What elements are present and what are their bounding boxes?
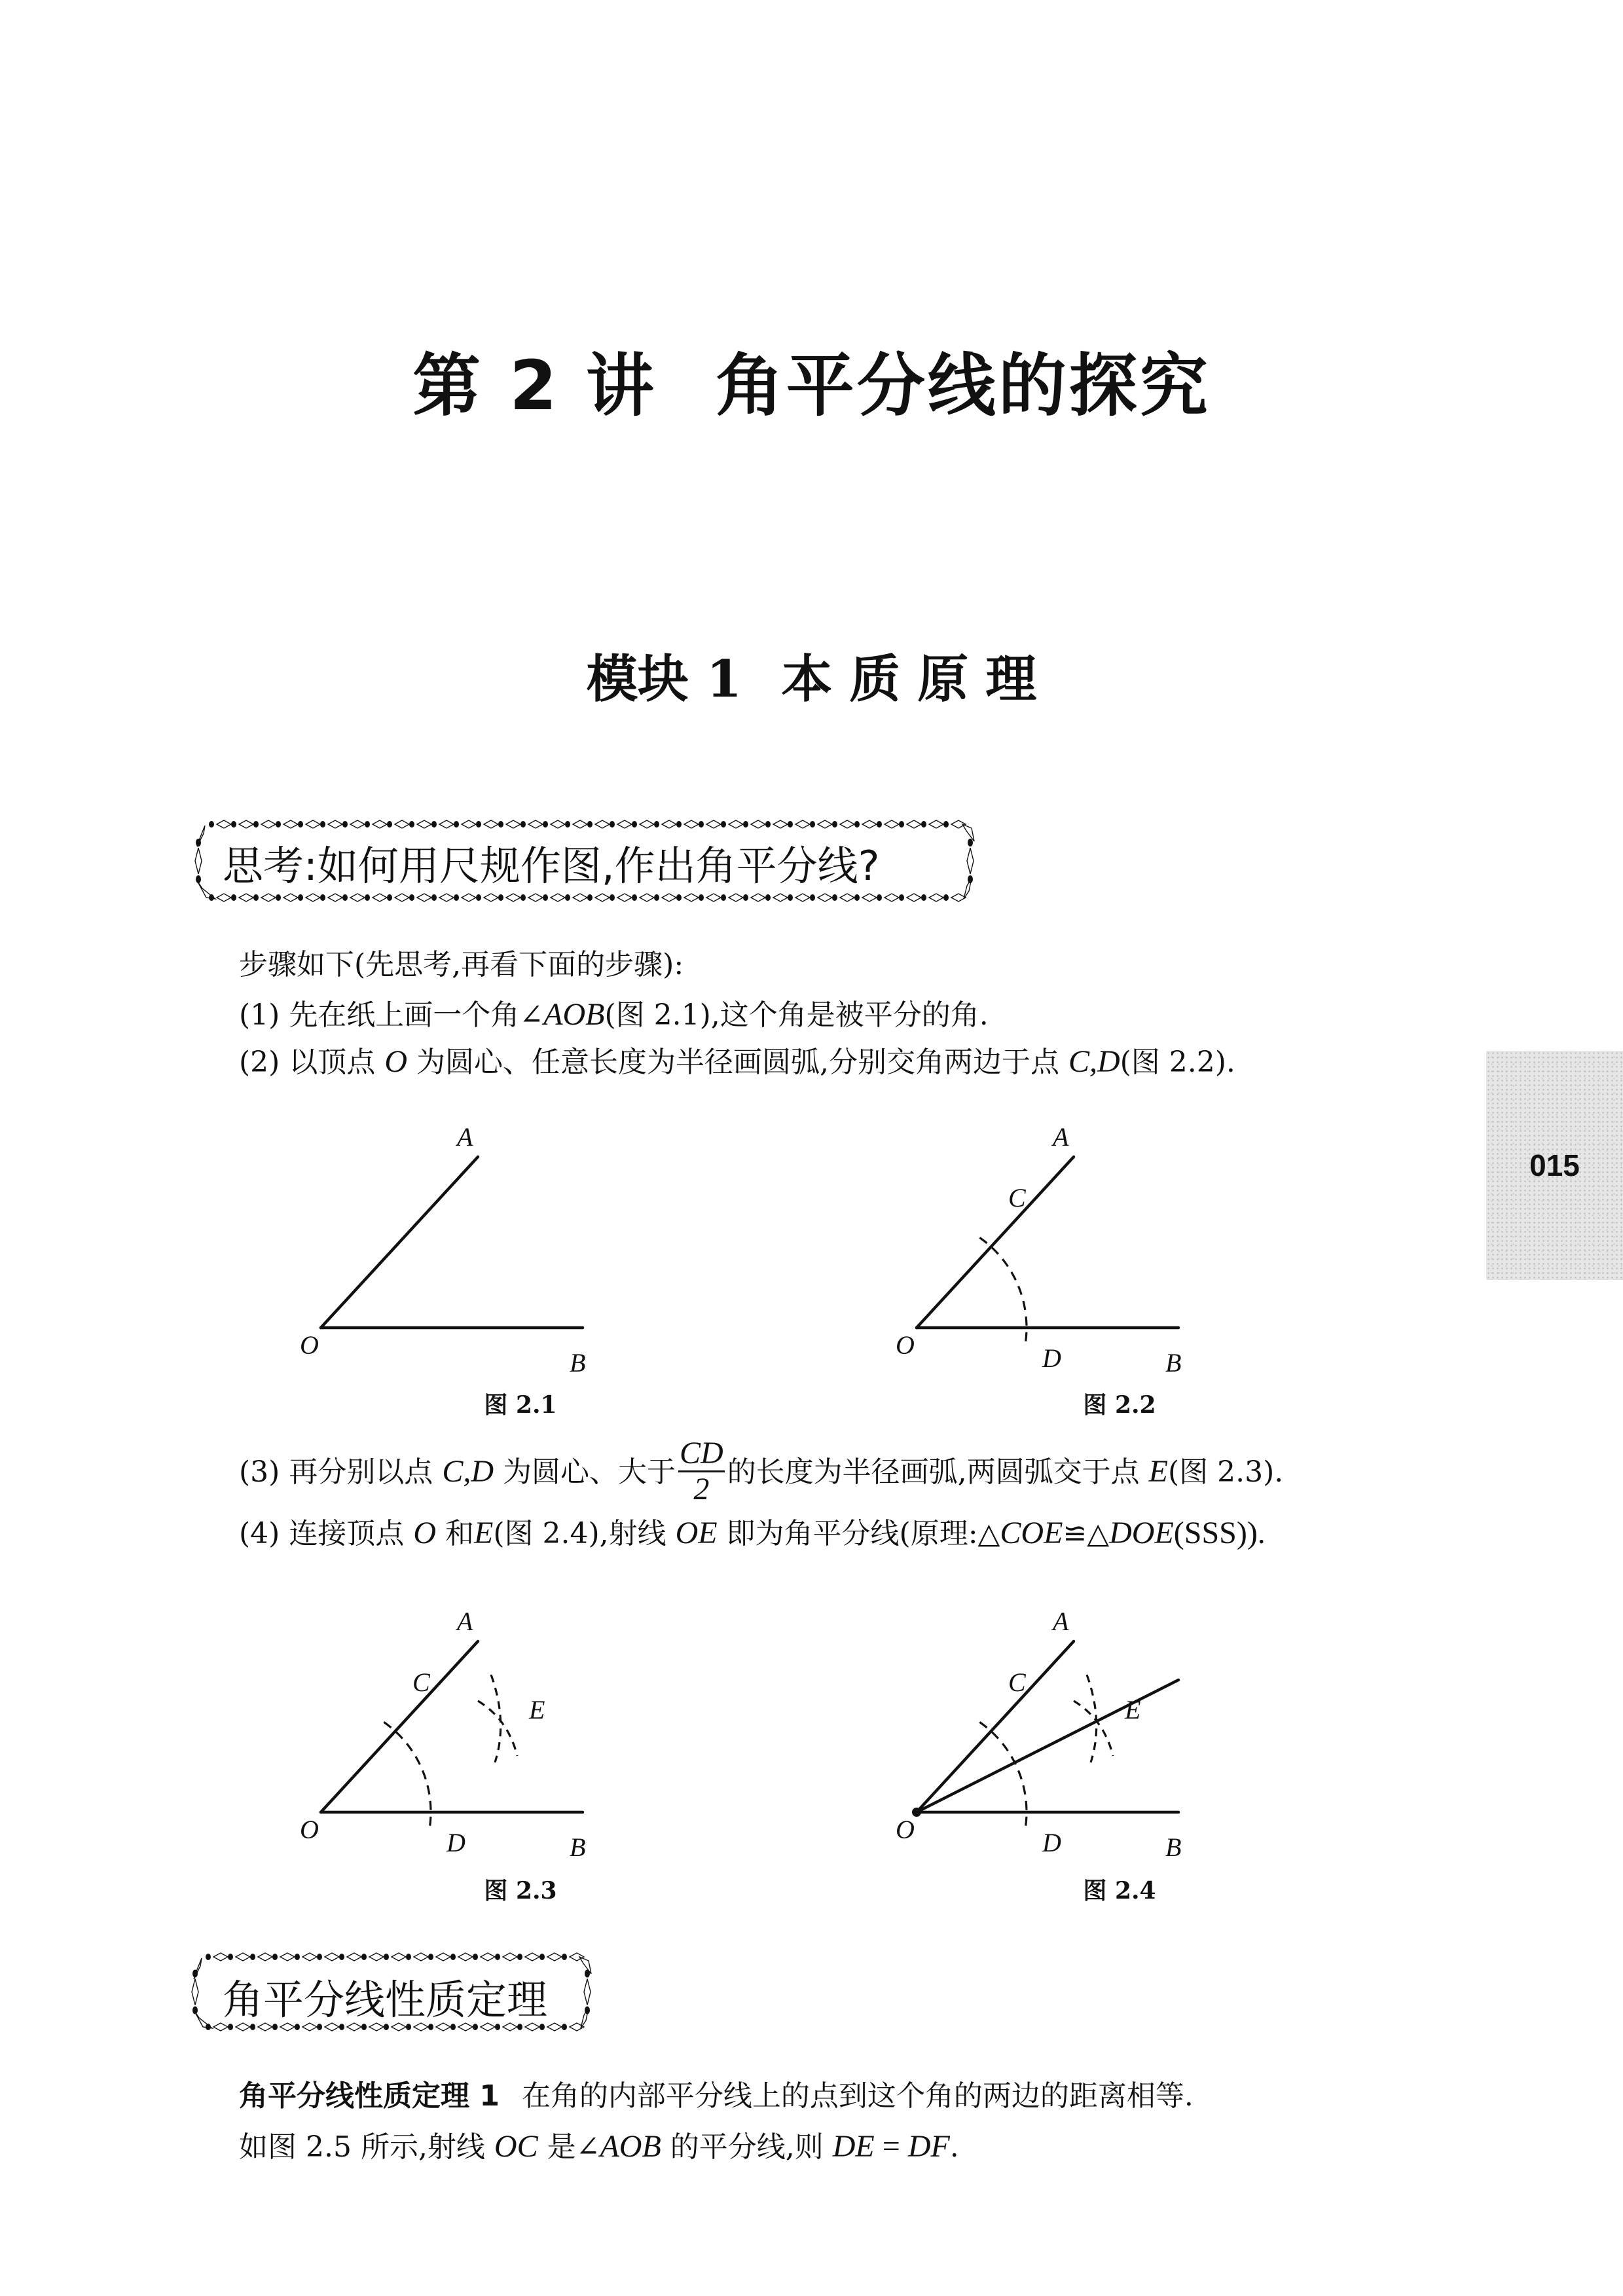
border-bottom-diamond (795, 894, 810, 902)
border-bottom-dot (832, 894, 837, 901)
border-top-dot (250, 1954, 255, 1960)
label-a: A (1053, 1122, 1069, 1152)
step-2-var-cd: C,D (1068, 1044, 1120, 1079)
border-bottom-dot (943, 894, 949, 901)
border-bottom-dot (562, 2024, 567, 2030)
steps-intro-text: 步骤如下(先思考,再看下面的步骤): (239, 948, 684, 981)
module-title-char: 质 (849, 649, 901, 709)
border-bottom-diamond (818, 894, 832, 902)
border-bottom-diamond (306, 894, 320, 902)
border-top-diamond (395, 820, 409, 828)
border-top-dot (473, 1954, 478, 1960)
border-top-dot (788, 821, 793, 828)
border-top-dot (854, 821, 860, 828)
ray-oe (917, 1680, 1178, 1812)
border-top-dot (943, 821, 949, 828)
label-d: D (447, 1828, 465, 1857)
border-top-diamond (706, 820, 721, 828)
border-bottom-dot (877, 894, 882, 901)
border-bottom-diamond (595, 894, 610, 902)
border-top-dot (339, 1954, 344, 1960)
border-bottom-dot (632, 894, 637, 901)
border-top-dot (562, 1954, 567, 1960)
border-bottom-diamond (395, 894, 409, 902)
step-3-text-2: 的长度为半径画弧,两圆弧交于点 (727, 1455, 1149, 1489)
border-bottom-dot (498, 894, 503, 901)
ray-oa (321, 1157, 478, 1328)
border-bottom-diamond (439, 894, 454, 902)
border-bottom-dot (699, 894, 704, 901)
border-top-diamond (481, 1953, 495, 1961)
border-bottom-diamond (551, 894, 565, 902)
label-c: C (1008, 1183, 1026, 1212)
step-3-suffix: (图 2.3). (1168, 1455, 1284, 1489)
border-bottom-dot (298, 894, 303, 901)
border-bottom-dot (543, 894, 548, 901)
border-top-dot (253, 821, 259, 828)
border-bottom-diamond (547, 2023, 562, 2031)
border-left-diamond (195, 848, 202, 874)
arc-cd (384, 1722, 431, 1831)
border-top-diamond (261, 820, 276, 828)
label-e: E (1125, 1695, 1141, 1724)
border-top-diamond (729, 820, 743, 828)
border-top-diamond (684, 820, 699, 828)
border-bottom-diamond (617, 894, 632, 902)
label-c: C (412, 1667, 430, 1697)
figure-caption: 图 2.3 (484, 1877, 557, 1904)
arc-from-d (478, 1701, 517, 1756)
border-top-dot (428, 1954, 433, 1960)
border-bottom-diamond (884, 894, 899, 902)
border-top-dot (295, 1954, 300, 1960)
border-top-diamond (773, 820, 788, 828)
border-bottom-diamond (217, 894, 231, 902)
step-4-congruent: ≌△ (1063, 1517, 1110, 1550)
label-o: O (300, 1330, 319, 1360)
border-bottom-diamond (662, 894, 676, 902)
border-top-diamond (236, 1953, 250, 1961)
border-top-dot (431, 821, 437, 828)
border-top-diamond (439, 820, 454, 828)
example-equals: = (874, 2129, 908, 2164)
chapter-title (0, 331, 1623, 429)
figure-2-2 (871, 1100, 1362, 1427)
border-top-diamond (213, 1953, 228, 1961)
border-top-dot (476, 821, 481, 828)
border-top-diamond (818, 820, 832, 828)
border-top-dot (228, 1954, 233, 1960)
example-var-aob: AOB (600, 2129, 661, 2164)
border-top-dot (231, 821, 236, 828)
border-top-diamond (373, 820, 387, 828)
border-right-diamond (584, 1979, 591, 2005)
border-top-diamond (462, 820, 476, 828)
figure-caption: 图 2.4 (1083, 1877, 1156, 1904)
border-bottom-dot (454, 894, 459, 901)
example-text-2: 的平分线,则 (661, 2130, 833, 2164)
border-top-diamond (436, 1953, 450, 1961)
example-text: 是∠ (538, 2130, 600, 2164)
step-1-var: AOB (543, 997, 605, 1032)
border-bottom-diamond (239, 894, 253, 902)
example-prefix: 如图 2.5 所示,射线 (239, 2130, 494, 2164)
border-bottom-dot (342, 894, 348, 901)
border-bottom-dot (810, 894, 815, 901)
label-d: D (1042, 1828, 1061, 1857)
border-top-diamond (929, 820, 943, 828)
border-top-diamond (662, 820, 676, 828)
arc-cd (979, 1237, 1027, 1347)
border-top-diamond (884, 820, 899, 828)
border-top-dot (384, 1954, 389, 1960)
border-bottom-diamond (528, 894, 543, 902)
border-top-diamond (570, 1953, 584, 1961)
border-bottom-dot (654, 894, 659, 901)
theorem-text: 在角的内部平分线上的点到这个角的两边的距离相等. (521, 2079, 1194, 2113)
border-top-diamond (840, 820, 854, 828)
border-bottom-dot (765, 894, 771, 901)
border-top-dot (654, 821, 659, 828)
border-left-diamond (192, 1979, 198, 2005)
border-top-diamond (795, 820, 810, 828)
steps-intro (239, 948, 684, 981)
page-thumb-tab (1486, 1051, 1623, 1280)
border-bottom-diamond (261, 894, 276, 902)
border-corner-leaf (197, 826, 205, 847)
border-top-dot (877, 821, 882, 828)
module-title-char: 本 (781, 649, 833, 709)
step-2-text: 为圆心、任意长度为半径画圆弧,分别交角两边于点 (407, 1046, 1068, 1079)
border-top-dot (454, 821, 459, 828)
border-corner-leaf (197, 881, 215, 899)
border-top-diamond (907, 820, 921, 828)
border-top-dot (409, 821, 414, 828)
border-top-dot (543, 821, 548, 828)
border-bottom-diamond (751, 894, 765, 902)
chapter-title-text: 角平分线的探究 (715, 346, 1211, 426)
step-4-prefix: (4) 连接顶点 (239, 1517, 414, 1550)
theorem-example (239, 2131, 959, 2162)
border-top-diamond (525, 1953, 539, 1961)
label-a: A (1053, 1607, 1069, 1636)
figure-caption: 图 2.2 (1083, 1391, 1156, 1419)
label-d: D (1042, 1343, 1061, 1373)
border-top-diamond (217, 820, 231, 828)
label-b: B (570, 1832, 586, 1862)
border-top-diamond (258, 1953, 272, 1961)
border-bottom-dot (587, 894, 593, 901)
theorem-banner (183, 1948, 599, 2036)
border-bottom-dot (276, 894, 281, 901)
border-top-diamond (551, 820, 565, 828)
border-top-dot (498, 821, 503, 828)
border-bottom-diamond (951, 894, 966, 902)
border-top-dot (495, 1954, 500, 1960)
border-top-dot (699, 821, 704, 828)
step-4-text: 和 (435, 1517, 474, 1550)
step-3-var-e: E (1148, 1454, 1168, 1489)
border-top-dot (721, 821, 726, 828)
border-top-diamond (283, 820, 298, 828)
label-b: B (1165, 1832, 1182, 1862)
label-o: O (300, 1815, 319, 1844)
border-bottom-diamond (484, 894, 498, 902)
border-bottom-diamond (328, 894, 342, 902)
border-top-diamond (280, 1953, 295, 1961)
step-4-suffix: (SSS)). (1173, 1516, 1266, 1550)
border-bottom-dot (610, 894, 615, 901)
border-top-dot (539, 1954, 545, 1960)
step-4-var-coe: COE (1000, 1516, 1063, 1550)
fraction-cd-over-2 (678, 1438, 725, 1505)
step-4-var-e: E (473, 1516, 494, 1550)
vertex-point-o (912, 1808, 921, 1817)
border-top-dot (517, 1954, 522, 1960)
chapter-number: 第 2 讲 (412, 346, 657, 426)
border-top-dot (298, 821, 303, 828)
border-top-dot (610, 821, 615, 828)
step-3-text: 为圆心、大于 (494, 1455, 676, 1489)
border-bottom-diamond (506, 894, 520, 902)
step-2 (239, 1046, 1235, 1078)
label-o: O (896, 1815, 915, 1844)
step-4-text-2: (图 2.4),射线 (493, 1517, 676, 1550)
border-top-dot (406, 1954, 411, 1960)
border-top-dot (276, 821, 281, 828)
border-top-dot (272, 1954, 278, 1960)
border-top-diamond (862, 820, 877, 828)
step-2-suffix: (图 2.2). (1120, 1046, 1235, 1079)
border-bottom-diamond (929, 894, 943, 902)
border-bottom-dot (899, 894, 904, 901)
border-bottom-diamond (729, 894, 743, 902)
border-bottom-dot (565, 894, 570, 901)
border-top-diamond (751, 820, 765, 828)
border-bottom-diamond (862, 894, 877, 902)
border-bottom-dot (721, 894, 726, 901)
ray-oa (917, 1641, 1074, 1812)
border-bottom-dot (921, 894, 926, 901)
example-var-df: DF (907, 2129, 950, 2164)
module-heading (0, 638, 1623, 712)
border-bottom-diamond (462, 894, 476, 902)
border-top-dot (587, 821, 593, 828)
border-top-dot (450, 1954, 456, 1960)
example-suffix: . (949, 2130, 959, 2164)
border-top-diamond (573, 820, 587, 828)
step-4-var-doe: DOE (1109, 1516, 1174, 1550)
label-o: O (896, 1330, 915, 1360)
border-bottom-diamond (373, 894, 387, 902)
border-top-diamond (239, 820, 253, 828)
border-top-diamond (417, 820, 431, 828)
border-bottom-dot (788, 894, 793, 901)
border-top-dot (921, 821, 926, 828)
border-top-diamond (528, 820, 543, 828)
border-bottom-diamond (907, 894, 921, 902)
step-1 (239, 999, 989, 1030)
step-4 (239, 1518, 1266, 1549)
border-corner-leaf (962, 824, 974, 841)
figure-2-1 (275, 1100, 766, 1427)
border-bottom-diamond (350, 894, 365, 902)
border-right-dot (968, 875, 973, 883)
border-top-dot (810, 821, 815, 828)
think-banner-text: 思考:如何用尺规作图,作出角平分线? (223, 842, 880, 890)
label-e: E (529, 1695, 545, 1724)
border-top-diamond (306, 820, 320, 828)
border-right-dot (968, 839, 973, 847)
label-c: C (1008, 1667, 1026, 1697)
border-top-dot (317, 1954, 322, 1960)
border-bottom-diamond (283, 894, 298, 902)
figure-caption: 图 2.1 (484, 1391, 557, 1419)
border-bottom-diamond (573, 894, 587, 902)
border-top-dot (743, 821, 748, 828)
module-label: 模块 1 (586, 649, 742, 709)
step-3-var-cd: C,D (442, 1454, 494, 1489)
theorem-statement (239, 2079, 1194, 2113)
border-top-diamond (458, 1953, 473, 1961)
border-top-diamond (503, 1953, 517, 1961)
border-top-dot (565, 821, 570, 828)
border-top-diamond (328, 820, 342, 828)
module-title-char: 理 (985, 649, 1037, 709)
border-top-diamond (325, 1953, 339, 1961)
label-a: A (457, 1607, 473, 1636)
border-top-dot (832, 821, 837, 828)
think-banner (187, 815, 982, 907)
module-title-char: 原 (917, 649, 969, 709)
border-bottom-diamond (640, 894, 654, 902)
border-bottom-diamond (773, 894, 788, 902)
border-top-dot (676, 821, 682, 828)
page-number: 015 (1529, 1148, 1580, 1182)
border-top-dot (320, 821, 325, 828)
border-top-diamond (640, 820, 654, 828)
fraction-denominator: 2 (693, 1472, 710, 1506)
border-bottom-dot (743, 894, 748, 901)
border-bottom-dot (520, 894, 526, 901)
border-bottom-dot (854, 894, 860, 901)
border-top-diamond (302, 1953, 317, 1961)
border-bottom-dot (387, 894, 392, 901)
border-bottom-diamond (417, 894, 431, 902)
border-top-diamond (595, 820, 610, 828)
label-a: A (457, 1122, 473, 1152)
border-right-diamond (967, 848, 974, 874)
border-bottom-dot (676, 894, 682, 901)
border-top-diamond (484, 820, 498, 828)
step-3 (239, 1436, 1284, 1508)
step-1-text: (图 2.1),这个角是被平分的角. (604, 998, 989, 1032)
border-top-diamond (414, 1953, 428, 1961)
border-top-dot (520, 821, 526, 828)
step-2-prefix: (2) 以顶点 (239, 1046, 385, 1079)
example-var-oc: OC (494, 2129, 538, 2164)
border-top-dot (206, 1954, 211, 1960)
step-1-prefix: (1) 先在纸上画一个角∠ (239, 998, 544, 1032)
border-bottom-diamond (684, 894, 699, 902)
label-b: B (1165, 1348, 1182, 1377)
step-4-var-o: O (413, 1516, 436, 1550)
border-top-dot (899, 821, 904, 828)
border-bottom-dot (365, 894, 370, 901)
border-corner-leaf (194, 1958, 202, 1979)
border-top-dot (209, 821, 214, 828)
border-bottom-dot (476, 894, 481, 901)
border-bottom-dot (320, 894, 325, 901)
border-top-dot (765, 821, 771, 828)
step-4-text-3: 即为角平分线(原理:△ (717, 1517, 1000, 1550)
example-var-de: DE (832, 2129, 875, 2164)
border-bottom-dot (431, 894, 437, 901)
border-top-diamond (617, 820, 632, 828)
border-top-diamond (350, 820, 365, 828)
theorem-name: 角平分线性质定理 1 (239, 2079, 500, 2113)
border-top-dot (361, 1954, 367, 1960)
step-2-var-o: O (384, 1044, 407, 1079)
border-bottom-dot (409, 894, 414, 901)
border-bottom-diamond (840, 894, 854, 902)
border-top-diamond (547, 1953, 562, 1961)
theorem-banner-text: 角平分线性质定理 (223, 1976, 548, 2024)
border-top-dot (632, 821, 637, 828)
border-top-diamond (347, 1953, 361, 1961)
border-top-dot (365, 821, 370, 828)
ray-oa (917, 1157, 1074, 1328)
step-3-prefix: (3) 再分别以点 (239, 1455, 443, 1489)
border-bottom-diamond (706, 894, 721, 902)
border-bottom-dot (231, 894, 236, 901)
step-4-var-oe: OE (675, 1516, 718, 1550)
border-top-dot (387, 821, 392, 828)
label-b: B (570, 1348, 586, 1377)
ray-oa (321, 1641, 478, 1812)
border-bottom-dot (253, 894, 259, 901)
border-top-dot (342, 821, 348, 828)
border-top-diamond (369, 1953, 384, 1961)
fraction-numerator: CD (678, 1438, 725, 1472)
border-top-diamond (392, 1953, 406, 1961)
border-top-diamond (506, 820, 520, 828)
